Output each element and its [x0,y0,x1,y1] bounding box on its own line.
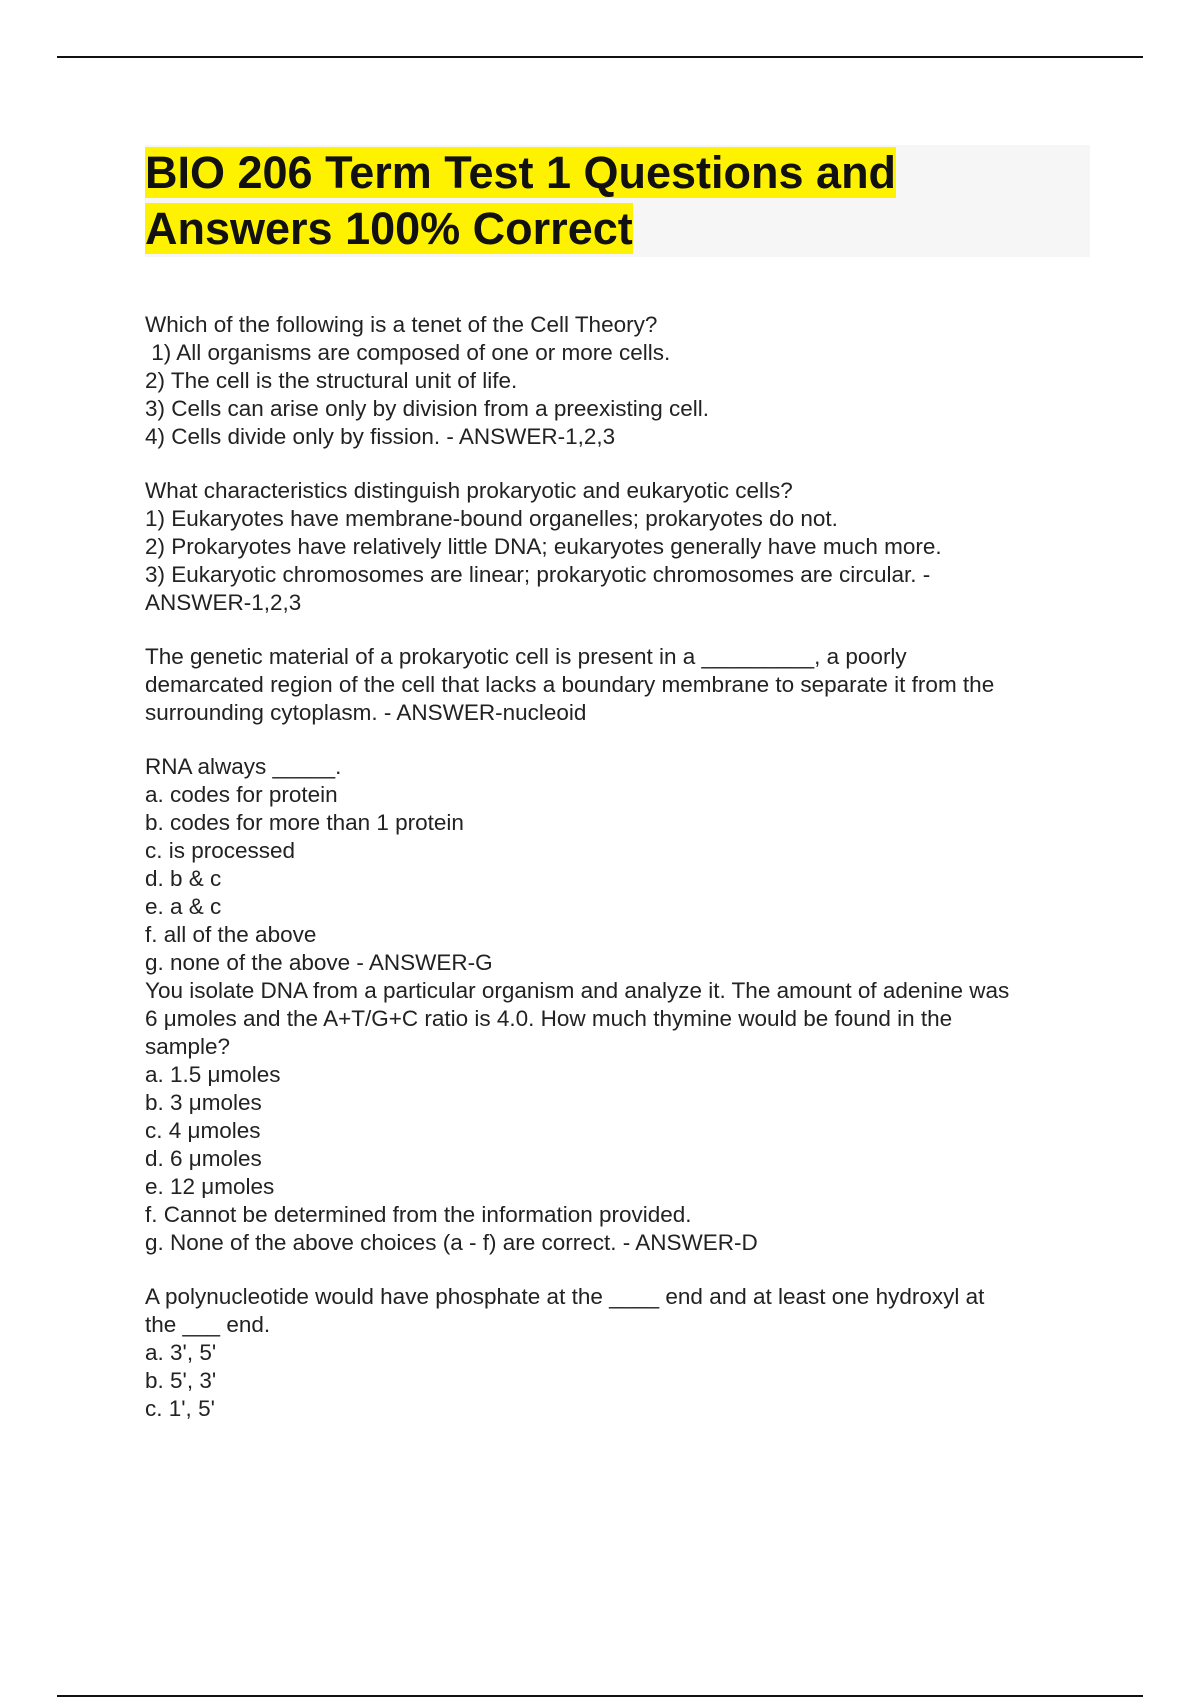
title-highlight-2: Answers 100% Correct [145,203,633,254]
question-nucleoid [145,643,1095,727]
text-line: 2) The cell is the structural unit of life. [145,368,518,393]
text-line: c. 1', 5' [145,1396,215,1421]
text-line: d. 6 μmoles [145,1146,262,1171]
text-line: 2) Prokaryotes have relatively little DNA; eukaryotes generally have much more. [145,534,942,559]
paragraph-gap [145,1257,1095,1283]
question-rna-always [145,753,1095,977]
document-title-line-2 [145,201,635,257]
question-cell-theory [145,311,1095,451]
text-line: RNA always _____. [145,754,342,779]
text-line: the ___ end. [145,1312,271,1337]
question-polynucleotide-ends [145,1283,1095,1423]
text-line: The genetic material of a prokaryotic cell is present in a _________, a poorly [145,644,907,669]
question-prokaryotic-eukaryotic [145,477,1095,617]
text-line: f. all of the above [145,922,317,947]
text-line: 3) Eukaryotic chromosomes are linear; prokaryotic chromosomes are circular. - [145,562,931,587]
document-body [145,311,1095,1423]
paragraph-gap [145,451,1095,477]
text-line: You isolate DNA from a particular organism and analyze it. The amount of adenine was [145,978,1010,1003]
text-line: demarcated region of the cell that lacks a boundary membrane to separate it from the [145,672,995,697]
text-line: 1) Eukaryotes have membrane-bound organelles; prokaryotes do not. [145,506,838,531]
text-line: c. is processed [145,838,296,863]
text-line: b. 5', 3' [145,1368,217,1393]
text-line: surrounding cytoplasm. - ANSWER-nucleoid [145,700,587,725]
bottom-rule [57,1695,1143,1697]
top-rule [57,56,1143,58]
text-line: d. b & c [145,866,222,891]
text-line: ANSWER-1,2,3 [145,590,302,615]
text-line: a. 3', 5' [145,1340,217,1365]
text-line: c. 4 μmoles [145,1118,261,1143]
text-line: g. None of the above choices (a - f) are correct. - ANSWER-D [145,1230,758,1255]
text-line: e. a & c [145,894,222,919]
text-line: What characteristics distinguish prokaryotic and eukaryotic cells? [145,478,793,503]
text-line: 1) All organisms are composed of one or more cells. [145,340,671,365]
text-line: A polynucleotide would have phosphate at the ____ end and at least one hydroxyl at [145,1284,985,1309]
question-thymine-amount [145,977,1095,1257]
text-line: a. codes for protein [145,782,338,807]
text-line: g. none of the above - ANSWER-G [145,950,493,975]
text-line: sample? [145,1034,231,1059]
text-line: e. 12 μmoles [145,1174,275,1199]
text-line: b. codes for more than 1 protein [145,810,464,835]
text-line: 4) Cells divide only by fission. - ANSWER-1,2,3 [145,424,616,449]
document-title-line-1 [145,145,898,201]
text-line: 3) Cells can arise only by division from a preexisting cell. [145,396,709,421]
paragraph-gap [145,617,1095,643]
title-highlight-1: BIO 206 Term Test 1 Questions and [145,147,897,198]
text-line: Which of the following is a tenet of the Cell Theory? [145,312,658,337]
paragraph-gap [145,727,1095,753]
text-line: 6 μmoles and the A+T/G+C ratio is 4.0. How much thymine would be found in the [145,1006,953,1031]
text-line: a. 1.5 μmoles [145,1062,281,1087]
text-line: b. 3 μmoles [145,1090,262,1115]
text-line: f. Cannot be determined from the information provided. [145,1202,692,1227]
